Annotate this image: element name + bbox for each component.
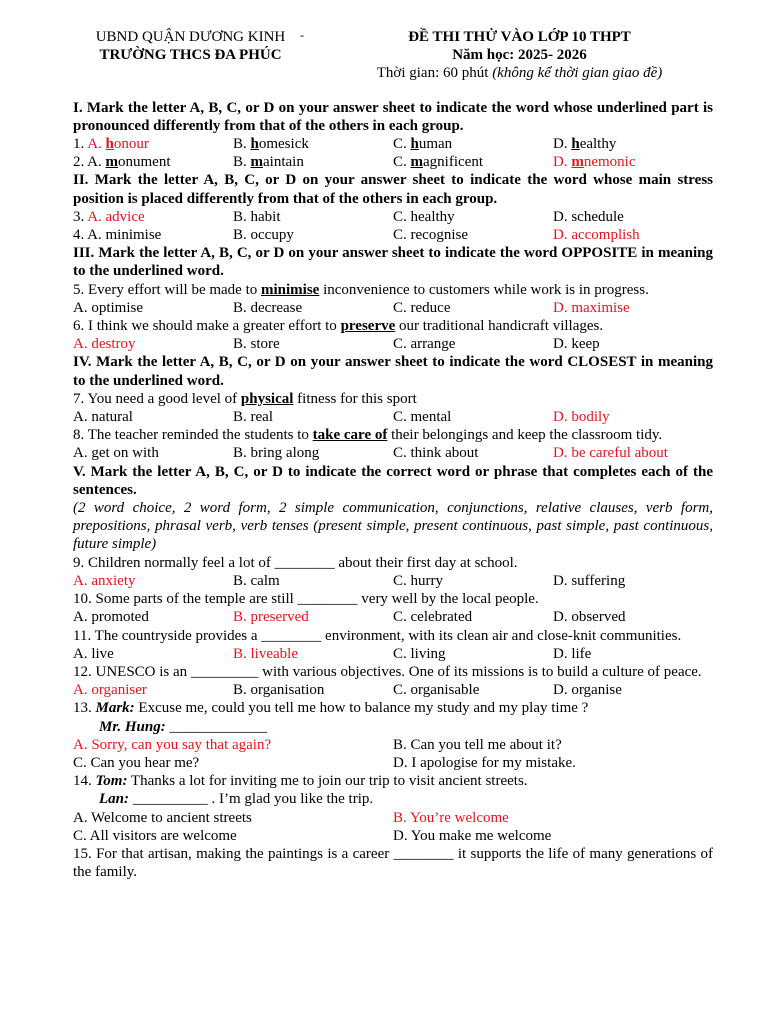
- q12-option-a[interactable]: A. organiser: [73, 682, 147, 699]
- q2-option-a[interactable]: 2. A. monument: [73, 154, 171, 171]
- q12-option-c[interactable]: C. organisable: [393, 682, 480, 699]
- q5-option-c[interactable]: C. reduce: [393, 299, 451, 316]
- q11-option-b[interactable]: B. liveable: [233, 645, 298, 662]
- q1-option-a[interactable]: 1. A. honour: [73, 136, 149, 153]
- q11-option-a[interactable]: A. live: [73, 645, 114, 662]
- q4-option-c[interactable]: C. recognise: [393, 227, 468, 244]
- section-3-instruction: III. Mark the letter A, B, C, or D on your answer sheet to indicate the word OPPOSITE in meaning to the underlined word.: [73, 245, 713, 280]
- q9-option-c[interactable]: C. hurry: [393, 572, 443, 589]
- school-info: [73, 28, 308, 83]
- q7-option-c[interactable]: C. mental: [393, 409, 452, 426]
- exam-header: [73, 28, 713, 83]
- q3-option-a[interactable]: 3. A. advice: [73, 208, 145, 225]
- q14-option-c[interactable]: C. All visitors are welcome: [73, 827, 237, 844]
- q7-option-a[interactable]: A. natural: [73, 409, 133, 426]
- question-8-options: [73, 444, 713, 462]
- q8-option-b[interactable]: B. bring along: [233, 445, 320, 462]
- q4-option-d[interactable]: D. accomplish: [553, 227, 640, 244]
- q9-option-b[interactable]: B. calm: [233, 572, 280, 589]
- question-12-options: [73, 681, 713, 699]
- section-5-note: (2 word choice, 2 word form, 2 simple communication, conjunctions, relative clauses, verb form, prepositions, phrasal verb, verb tenses (present simple, present continuous, past simple, past continuous, future simple): [73, 500, 713, 553]
- question-9-options: [73, 572, 713, 590]
- q13-option-a[interactable]: A. Sorry, can you say that again?: [73, 736, 272, 753]
- question-13-options-row-1: [73, 736, 713, 754]
- q9-option-d[interactable]: D. suffering: [553, 572, 626, 589]
- question-13-options-row-2: [73, 754, 713, 772]
- q12-option-b[interactable]: B. organisation: [233, 682, 325, 699]
- question-12-stem: 12. UNESCO is an _________ with various objectives. One of its missions is to build a culture of peace.: [73, 663, 702, 680]
- q14-option-a[interactable]: A. Welcome to ancient streets: [73, 809, 252, 826]
- q2-option-c[interactable]: C. magnificent: [393, 154, 483, 171]
- question-6-options: [73, 335, 713, 353]
- q11-option-d[interactable]: D. life: [553, 645, 592, 662]
- q10-option-b[interactable]: B. preserved: [233, 609, 309, 626]
- question-2-options: [73, 153, 713, 171]
- question-1-options: [73, 135, 713, 153]
- q8-option-c[interactable]: C. think about: [393, 445, 479, 462]
- question-5-stem: 5. Every effort will be made to minimise inconvenience to customers while work is in progress.: [73, 281, 649, 298]
- school-year: Năm học: 2025- 2026: [452, 47, 587, 64]
- question-4-options: [73, 226, 713, 244]
- q1-option-b[interactable]: B. homesick: [233, 136, 309, 153]
- exam-page: [73, 28, 713, 881]
- question-11-options: [73, 645, 713, 663]
- q3-option-d[interactable]: D. schedule: [553, 208, 624, 225]
- q1-option-d[interactable]: D. healthy: [553, 136, 617, 153]
- q10-option-c[interactable]: C. celebrated: [393, 609, 473, 626]
- question-15-stem: 15. For that artisan, making the paintings is a career ________ it supports the life of many generations of the family.: [73, 845, 713, 881]
- q3-option-c[interactable]: C. healthy: [393, 208, 455, 225]
- question-9-stem: 9. Children normally feel a lot of ________ about their first day at school.: [73, 554, 518, 571]
- q5-option-a[interactable]: A. optimise: [73, 299, 143, 316]
- question-7-options: [73, 408, 713, 426]
- q10-option-a[interactable]: A. promoted: [73, 609, 149, 626]
- q9-option-a[interactable]: A. anxiety: [73, 572, 136, 589]
- exam-info: [326, 28, 713, 83]
- question-8-stem: 8. The teacher reminded the students to take care of their belongings and keep the classroom tidy.: [73, 427, 663, 444]
- q4-option-b[interactable]: B. occupy: [233, 227, 294, 244]
- q6-option-a[interactable]: A. destroy: [73, 336, 136, 353]
- q8-option-d[interactable]: D. be careful about: [553, 445, 668, 462]
- q2-option-d[interactable]: D. mnemonic: [553, 154, 636, 171]
- q14-option-b[interactable]: B. You’re welcome: [393, 809, 509, 826]
- q13-option-c[interactable]: C. Can you hear me?: [73, 754, 200, 771]
- exam-title: ĐỀ THI THỬ VÀO LỚP 10 THPT: [408, 29, 631, 45]
- q1-option-c[interactable]: C. human: [393, 136, 453, 153]
- q12-option-d[interactable]: D. organise: [553, 682, 622, 699]
- q7-option-d[interactable]: D. bodily: [553, 409, 610, 426]
- section-5-instruction: V. Mark the letter A, B, C, or D to indicate the correct word or phrase that completes each of the sentences.: [73, 463, 713, 498]
- q11-option-c[interactable]: C. living: [393, 645, 446, 662]
- q7-option-b[interactable]: B. real: [233, 409, 273, 426]
- question-3-options: [73, 208, 713, 226]
- question-14-options-row-2: [73, 827, 713, 845]
- question-13-line-1: 13. Mark: Excuse me, could you tell me how to balance my study and my play time ?: [73, 700, 589, 717]
- q5-option-b[interactable]: B. decrease: [233, 299, 303, 316]
- q14-option-d[interactable]: D. You make me welcome: [393, 827, 552, 844]
- question-10-options: [73, 608, 713, 626]
- question-13-line-2: Mr. Hung: _____________: [99, 718, 267, 735]
- district-name: UBND QUẬN DƯƠNG KINH: [95, 29, 286, 45]
- exam-content: [73, 99, 713, 882]
- q8-option-a[interactable]: A. get on with: [73, 445, 159, 462]
- q5-option-d[interactable]: D. maximise: [553, 299, 630, 316]
- question-7-stem: 7. You need a good level of physical fitness for this sport: [73, 390, 417, 407]
- question-10-stem: 10. Some parts of the temple are still ________ very well by the local people.: [73, 591, 539, 608]
- q6-option-d[interactable]: D. keep: [553, 336, 600, 353]
- header-dash: -: [300, 28, 304, 42]
- question-5-options: [73, 299, 713, 317]
- q13-option-b[interactable]: B. Can you tell me about it?: [393, 736, 562, 753]
- q6-option-c[interactable]: C. arrange: [393, 336, 456, 353]
- q13-option-d[interactable]: D. I apologise for my mistake.: [393, 754, 576, 771]
- question-14-line-1: 14. Tom: Thanks a lot for inviting me to join our trip to visit ancient streets.: [73, 773, 528, 790]
- q10-option-d[interactable]: D. observed: [553, 609, 626, 626]
- question-11-stem: 11. The countryside provides a ________ environment, with its clean air and close-knit communities.: [73, 627, 682, 644]
- section-4-instruction: IV. Mark the letter A, B, C, or D on your answer sheet to indicate the word CLOSEST in meaning to the underlined word.: [73, 354, 713, 389]
- q2-option-b[interactable]: B. maintain: [233, 154, 304, 171]
- question-6-stem: 6. I think we should make a greater effort to preserve our traditional handicraft villages.: [73, 318, 604, 335]
- q3-option-b[interactable]: B. habit: [233, 208, 281, 225]
- section-1-instruction: I. Mark the letter A, B, C, or D on your answer sheet to indicate the word whose underlined part is pronounced differently from that of the others in each group.: [73, 99, 713, 134]
- q4-option-a[interactable]: 4. A. minimise: [73, 227, 162, 244]
- q6-option-b[interactable]: B. store: [233, 336, 280, 353]
- school-name: TRƯỜNG THCS ĐA PHÚC: [99, 47, 282, 64]
- exam-duration: Thời gian: 60 phút (không kể thời gian giao đề): [376, 65, 663, 82]
- question-14-line-2: Lan: __________ . I’m glad you like the trip.: [99, 791, 374, 808]
- section-2-instruction: II. Mark the letter A, B, C, or D on your answer sheet to indicate the word whose main stress position is placed differently from that of the others in each group.: [73, 172, 713, 207]
- question-14-options-row-1: [73, 809, 713, 827]
